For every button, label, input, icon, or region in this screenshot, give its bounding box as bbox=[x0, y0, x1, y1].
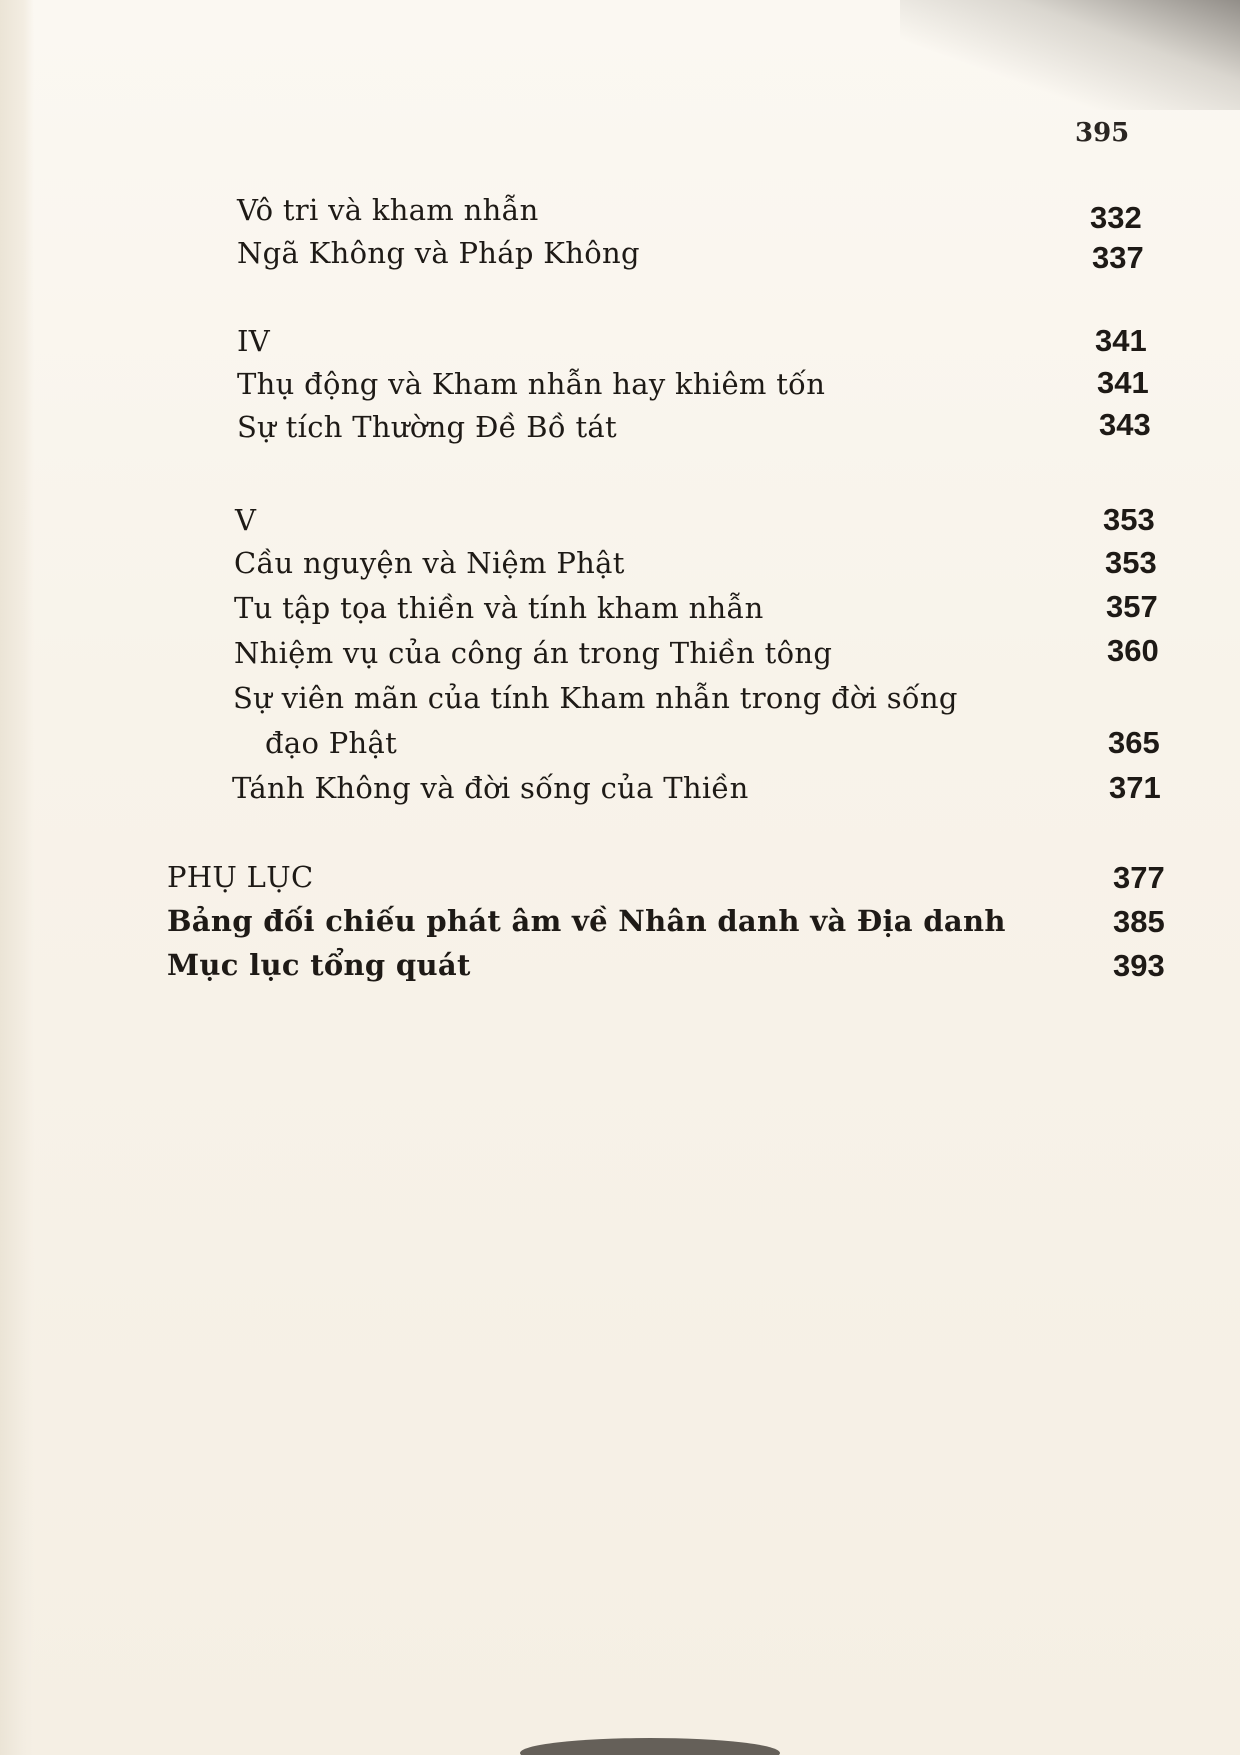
toc-section-heading: V bbox=[235, 503, 257, 537]
toc-entry-page: 343 bbox=[1099, 407, 1151, 442]
toc-entry-page: 393 bbox=[1113, 948, 1165, 983]
toc-entry-title: Sự tích Thường Đề Bồ tát bbox=[237, 410, 617, 444]
page-gutter bbox=[0, 0, 34, 1755]
toc-entry-title: Tánh Không và đời sống của Thiền bbox=[232, 771, 749, 805]
toc-entry-title: Ngã Không và Pháp Không bbox=[237, 236, 640, 270]
toc-entry-title: Vô tri và kham nhẫn bbox=[237, 193, 539, 227]
toc-entry-title: Tu tập tọa thiền và tính kham nhẫn bbox=[234, 591, 764, 625]
toc-entry-page: 385 bbox=[1113, 904, 1165, 939]
scan-shadow-bottom bbox=[520, 1738, 780, 1755]
toc-appendix-entry: Bảng đối chiếu phát âm về Nhân danh và Địa danh bbox=[167, 904, 1006, 938]
toc-entry-title: Thụ động và Kham nhẫn hay khiêm tốn bbox=[237, 367, 826, 401]
toc-entry-title: Sự viên mãn của tính Kham nhẫn trong đời sống bbox=[233, 681, 958, 715]
toc-entry-title-continued: đạo Phật bbox=[265, 726, 398, 760]
toc-entry-page: 341 bbox=[1095, 323, 1147, 358]
toc-entry-page: 341 bbox=[1097, 365, 1149, 400]
toc-appendix-entry: Mục lục tổng quát bbox=[167, 948, 471, 982]
toc-appendix-heading: PHỤ LỤC bbox=[167, 860, 314, 894]
toc-entry-page: 377 bbox=[1113, 860, 1165, 895]
toc-entry-page: 332 bbox=[1090, 200, 1142, 235]
toc-entry-page: 353 bbox=[1103, 502, 1155, 537]
toc-entry-page: 360 bbox=[1107, 633, 1159, 668]
toc-entry-page: 357 bbox=[1106, 589, 1158, 624]
toc-entry-page: 365 bbox=[1108, 725, 1160, 760]
toc-entry-page: 353 bbox=[1105, 545, 1157, 580]
toc-entry-page: 371 bbox=[1109, 770, 1161, 805]
page-number: 395 bbox=[1075, 118, 1130, 148]
toc-entry-title: Nhiệm vụ của công án trong Thiền tông bbox=[234, 636, 833, 670]
scan-shadow-top bbox=[900, 0, 1240, 110]
toc-entry-page: 337 bbox=[1092, 240, 1144, 275]
toc-entry-title: Cầu nguyện và Niệm Phật bbox=[234, 546, 625, 580]
toc-section-heading: IV bbox=[237, 324, 270, 358]
